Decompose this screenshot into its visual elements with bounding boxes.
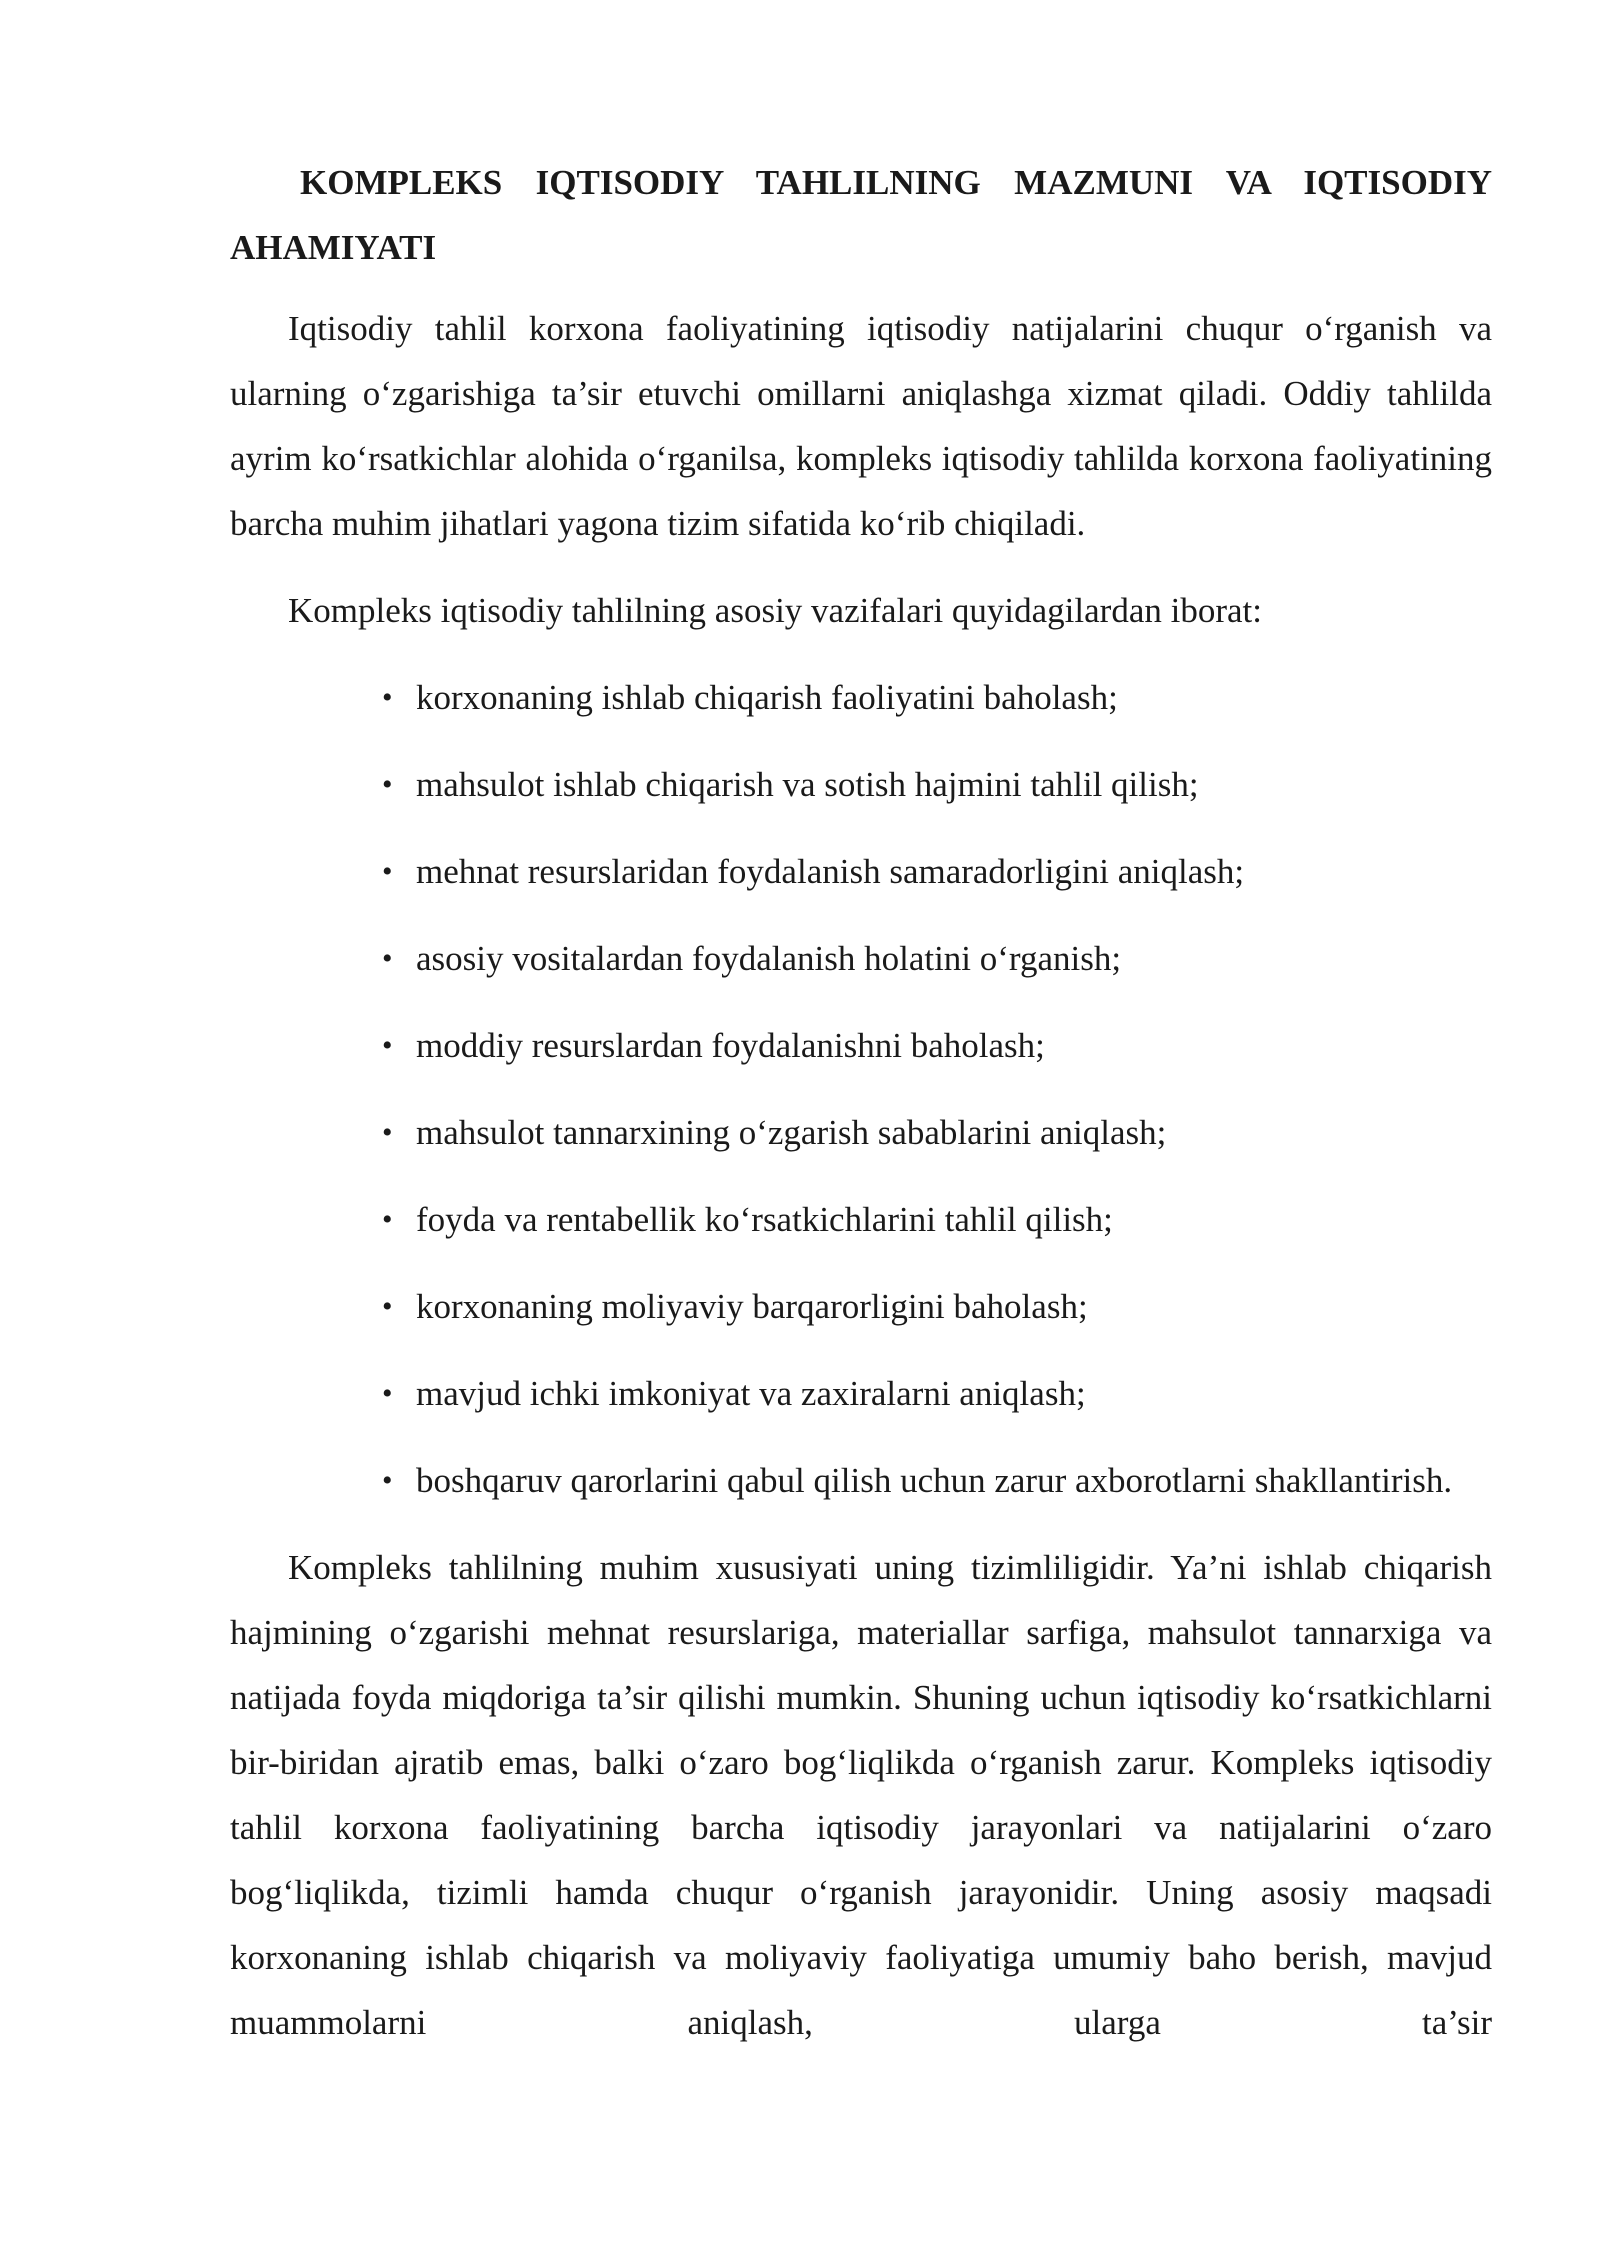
list-item [230,752,1492,817]
list-item [230,1361,1492,1426]
list-intro-paragraph: Kompleks iqtisodiy tahlilning asosiy vazifalari quyidagilardan iborat: [288,591,1262,630]
tasks-list [230,665,1492,1513]
bullet-icon: • [382,855,393,888]
list-item-text: asosiy vositalardan foydalanish holatini o‘rganish; [416,939,1122,978]
bullet-icon: • [382,1203,393,1236]
list-item-text: korxonaning ishlab chiqarish faoliyatini baholash; [416,678,1118,717]
list-item [230,926,1492,991]
bullet-icon: • [382,1290,393,1323]
bullet-icon: • [382,1464,393,1497]
bullet-icon: • [382,1116,393,1149]
bullet-icon: • [382,1377,393,1410]
list-item [230,1187,1492,1252]
list-item-text: mahsulot tannarxining o‘zgarish sabablarini aniqlash; [416,1113,1167,1152]
list-item-text: moddiy resurslardan foydalanishni baholash; [416,1026,1045,1065]
list-item-text: mahsulot ishlab chiqarish va sotish hajmini tahlil qilish; [416,765,1199,804]
document-title: KOMPLEKS IQTISODIY TAHLILNING MAZMUNI VA IQTISODIY AHAMIYATI [230,163,1492,267]
list-item [230,839,1492,904]
list-item-text: mehnat resurslaridan foydalanish samaradorligini aniqlash; [416,852,1245,891]
bullet-icon: • [382,681,393,714]
list-item [230,1448,1492,1513]
intro-paragraph: Iqtisodiy tahlil korxona faoliyatining iqtisodiy natijalarini chuqur o‘rganish va ularning o‘zgarishiga ta’sir etuvchi omillarni aniqlashga xizmat qiladi. Oddiy tahlilda ayrim ko‘rsatkichlar alohida o‘rganilsa, kompleks iqtisodiy tahlilda korxona faoliyatining barcha muhim jihatlari yagona tizim sifatida ko‘rib chiqiladi. [230,309,1492,543]
list-item-text: mavjud ichki imkoniyat va zaxiralarni aniqlash; [416,1374,1086,1413]
list-item [230,1100,1492,1165]
bullet-icon: • [382,768,393,801]
list-item-text: foyda va rentabellik ko‘rsatkichlarini tahlil qilish; [416,1200,1113,1239]
bullet-icon: • [382,942,393,975]
bullet-icon: • [382,1029,393,1062]
list-item [230,1274,1492,1339]
list-item [230,1013,1492,1078]
list-item [230,665,1492,730]
list-item-text: korxonaning moliyaviy barqarorligini baholash; [416,1287,1088,1326]
list-item-text: boshqaruv qarorlarini qabul qilish uchun zarur axborotlarni shakllantirish. [416,1461,1453,1500]
document-page [230,150,1492,2077]
closing-paragraph: Kompleks tahlilning muhim xususiyati uning tizimliligidir. Ya’ni ishlab chiqarish hajmining o‘zgarishi mehnat resurslariga, materiallar sarfiga, mahsulot tannarxiga va natijada foyda miqdoriga ta’sir qilishi mumkin. Shuning uchun iqtisodiy ko‘rsatkichlarni bir-biridan ajratib emas, balki o‘zaro bog‘liqlikda o‘rganish zarur. Kompleks iqtisodiy tahlil korxona faoliyatining barcha iqtisodiy jarayonlari va natijalarini o‘zaro bog‘liqlikda, tizimli hamda chuqur o‘rganish jarayonidir. Uning asosiy maqsadi korxonaning ishlab chiqarish va moliyaviy faoliyatiga umumiy baho berish, mavjud muammolarni aniqlash, ularga ta’sir [230,1548,1492,2042]
